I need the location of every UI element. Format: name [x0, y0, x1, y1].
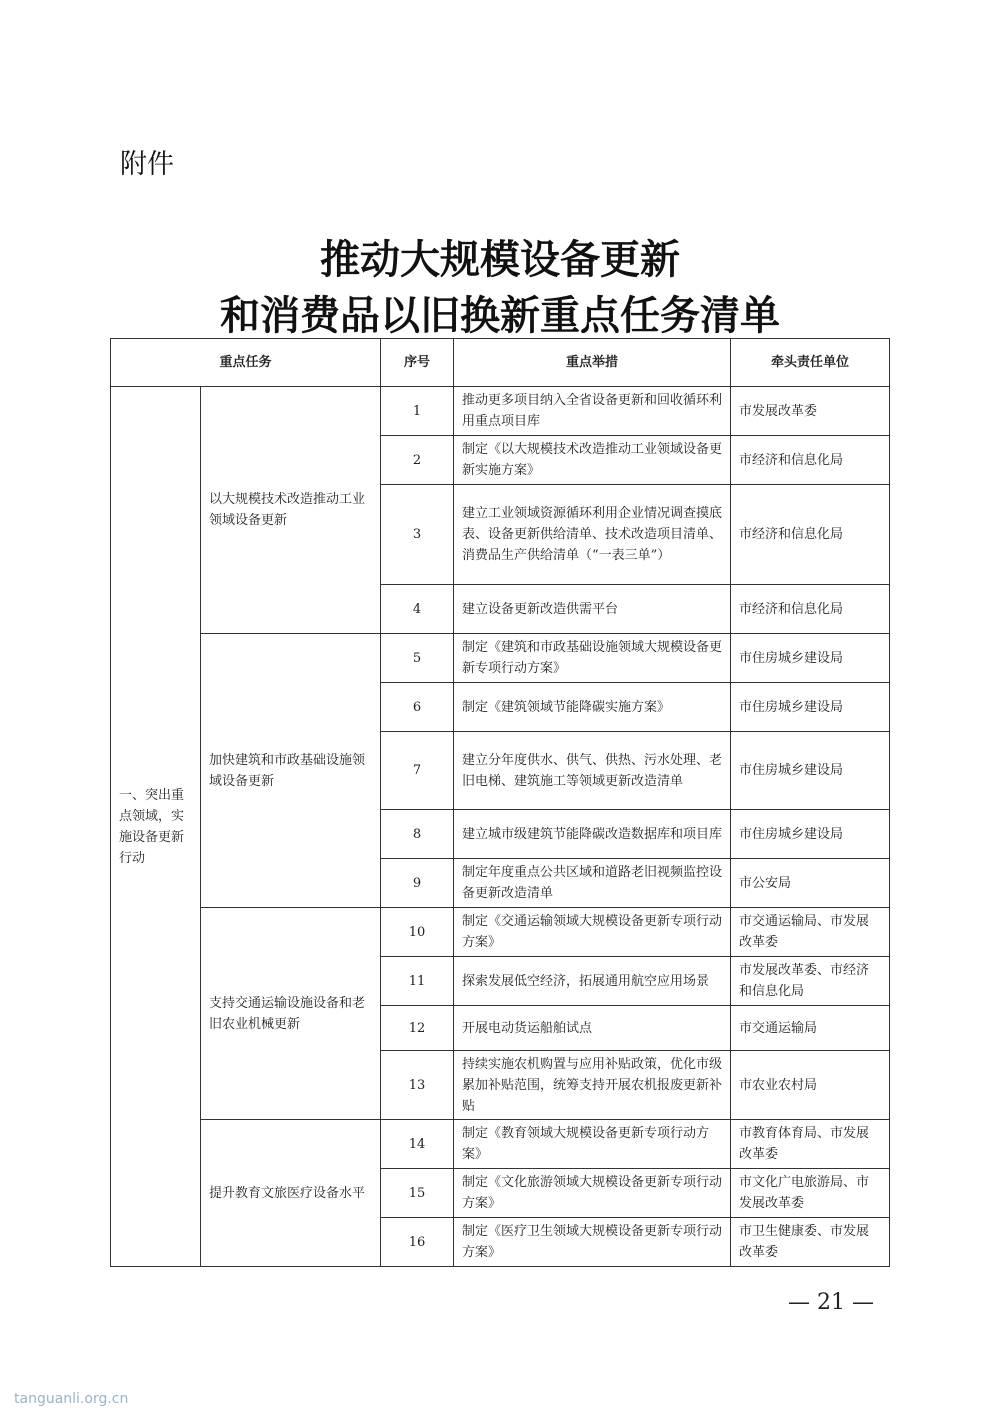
measure-cell: 制定《建筑领域节能降碳实施方案》: [454, 683, 731, 732]
table-row: [111, 1120, 890, 1169]
table-row: [111, 908, 890, 957]
measure-cell: 制定《交通运输领域大规模设备更新专项行动方案》: [454, 908, 731, 957]
unit-cell: 市交通运输局、市发展改革委: [731, 908, 890, 957]
unit-cell: 市卫生健康委、市发展改革委: [731, 1218, 890, 1267]
unit-cell: 市经济和信息化局: [731, 485, 890, 585]
header-unit: 牵头责任单位: [731, 339, 890, 387]
header-measure: 重点举措: [454, 339, 731, 387]
measure-cell: 推动更多项目纳入全省设备更新和回收循环利用重点项目库: [454, 387, 731, 436]
unit-cell: 市住房城乡建设局: [731, 732, 890, 810]
row-number: 5: [381, 634, 454, 683]
unit-cell: 市发展改革委、市经济和信息化局: [731, 957, 890, 1006]
measure-cell: 建立分年度供水、供气、供热、污水处理、老旧电梯、建筑施工等领域更新改造清单: [454, 732, 731, 810]
header-no: 序号: [381, 339, 454, 387]
unit-cell: 市经济和信息化局: [731, 585, 890, 634]
unit-cell: 市文化广电旅游局、市发展改革委: [731, 1169, 890, 1218]
row-number: 1: [381, 387, 454, 436]
row-number: 7: [381, 732, 454, 810]
unit-cell: 市交通运输局: [731, 1006, 890, 1051]
measure-cell: 制定年度重点公共区域和道路老旧视频监控设备更新改造清单: [454, 859, 731, 908]
subtask-cell: 支持交通运输设施设备和老旧农业机械更新: [201, 908, 381, 1120]
task-table: [110, 338, 890, 1267]
row-number: 11: [381, 957, 454, 1006]
unit-cell: 市教育体育局、市发展改革委: [731, 1120, 890, 1169]
row-number: 6: [381, 683, 454, 732]
table-header-row: [111, 339, 890, 387]
category-cell: 一、突出重点领域，实施设备更新行动: [111, 387, 201, 1267]
table-row: [111, 387, 890, 436]
unit-cell: 市住房城乡建设局: [731, 810, 890, 859]
subtask-cell: 提升教育文旅医疗设备水平: [201, 1120, 381, 1267]
subtask-cell: 加快建筑和市政基础设施领域设备更新: [201, 634, 381, 908]
row-number: 15: [381, 1169, 454, 1218]
measure-cell: 制定《以大规模技术改造推动工业领域设备更新实施方案》: [454, 436, 731, 485]
measure-cell: 制定《医疗卫生领域大规模设备更新专项行动方案》: [454, 1218, 731, 1267]
document-title-line-1: 推动大规模设备更新: [320, 237, 680, 283]
measure-cell: 持续实施农机购置与应用补贴政策，优化市级累加补贴范围，统筹支持开展农机报废更新补贴: [454, 1051, 731, 1120]
measure-cell: 制定《文化旅游领域大规模设备更新专项行动方案》: [454, 1169, 731, 1218]
unit-cell: 市公安局: [731, 859, 890, 908]
row-number: 2: [381, 436, 454, 485]
table-row: [111, 634, 890, 683]
subtask-cell: 以大规模技术改造推动工业领域设备更新: [201, 387, 381, 634]
document-title-line-2: 和消费品以旧换新重点任务清单: [220, 293, 780, 339]
row-number: 16: [381, 1218, 454, 1267]
unit-cell: 市发展改革委: [731, 387, 890, 436]
measure-cell: 制定《教育领域大规模设备更新专项行动方案》: [454, 1120, 731, 1169]
row-number: 3: [381, 485, 454, 585]
row-number: 9: [381, 859, 454, 908]
attachment-label: 附件: [120, 149, 174, 180]
unit-cell: 市住房城乡建设局: [731, 683, 890, 732]
unit-cell: 市经济和信息化局: [731, 436, 890, 485]
row-number: 8: [381, 810, 454, 859]
measure-cell: 开展电动货运船舶试点: [454, 1006, 731, 1051]
watermark-text: tanguanli.org.cn: [14, 1391, 129, 1407]
unit-cell: 市农业农村局: [731, 1051, 890, 1120]
measure-cell: 建立工业领域资源循环利用企业情况调查摸底表、设备更新供给清单、技术改造项目清单、消费品生产供给清单（“一表三单”）: [454, 485, 731, 585]
row-number: 13: [381, 1051, 454, 1120]
header-task: 重点任务: [111, 339, 381, 387]
unit-cell: 市住房城乡建设局: [731, 634, 890, 683]
measure-cell: 制定《建筑和市政基础设施领域大规模设备更新专项行动方案》: [454, 634, 731, 683]
measure-cell: 探索发展低空经济，拓展通用航空应用场景: [454, 957, 731, 1006]
row-number: 14: [381, 1120, 454, 1169]
row-number: 12: [381, 1006, 454, 1051]
measure-cell: 建立设备更新改造供需平台: [454, 585, 731, 634]
page-number: — 21 —: [788, 1290, 874, 1315]
measure-cell: 建立城市级建筑节能降碳改造数据库和项目库: [454, 810, 731, 859]
row-number: 4: [381, 585, 454, 634]
row-number: 10: [381, 908, 454, 957]
